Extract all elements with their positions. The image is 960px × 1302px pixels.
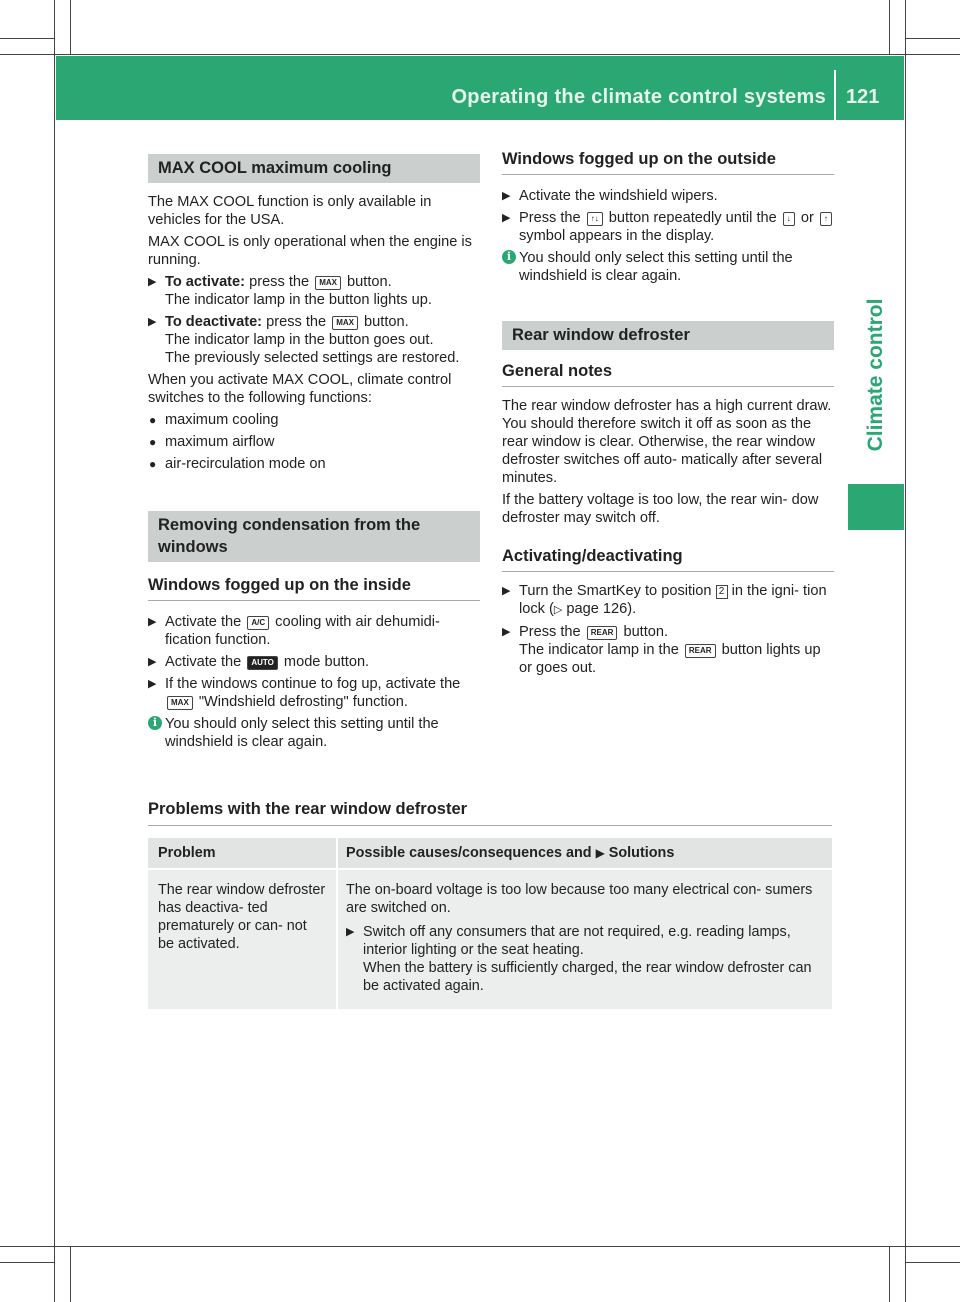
step-text: Turn the SmartKey to position (519, 583, 712, 599)
rear-defrost-icon: REAR (685, 644, 716, 658)
info-icon: i (148, 716, 162, 730)
step-text: Press the (519, 210, 581, 226)
arrow-icon: ▶ (595, 846, 605, 860)
step-deactivate (148, 313, 480, 367)
step-arrow-icon: ▶ (148, 316, 157, 328)
crop-mark (0, 54, 960, 55)
step-text: symbol appears in the display. (519, 228, 715, 244)
step (346, 923, 822, 995)
step-text: button. (347, 274, 392, 290)
crop-mark (0, 38, 54, 39)
info-note (148, 715, 480, 751)
chapter-tab (848, 270, 904, 480)
info-text: You should only select this setting until the windshield is clear again. (165, 716, 439, 750)
left-column (148, 154, 480, 755)
step-text: Press the (519, 624, 581, 640)
page-title: Operating the climate control systems (451, 86, 826, 108)
step-arrow-icon: ▶ (502, 626, 511, 638)
column-header-solutions (336, 838, 832, 868)
max-cool-button-icon: MAX (332, 316, 358, 330)
key-position-icon: 2 (716, 585, 728, 599)
airflow-button-icon: ↑↓ (587, 212, 603, 226)
step (148, 613, 480, 649)
ac-button-icon: A/C (247, 616, 269, 630)
column-header-problem: Problem (158, 845, 216, 861)
step-text: press the (266, 314, 327, 330)
problems-table (148, 838, 832, 1009)
subheading-general-notes: General notes (502, 362, 834, 387)
bullet-icon: ● (149, 435, 157, 449)
page-reference: page 126). (566, 601, 637, 617)
table-header (148, 838, 832, 870)
crop-mark (906, 38, 960, 39)
step-text: "Windshield defrosting" function. (198, 694, 408, 710)
step-text: or (800, 210, 814, 226)
page-ref-arrow-icon: ▷ (553, 604, 563, 616)
step-text: button. (623, 624, 669, 640)
step-activate (148, 273, 480, 309)
step-arrow-icon: ▶ (148, 276, 157, 288)
crop-mark (905, 0, 906, 1302)
crop-mark (54, 0, 55, 1302)
step-arrow-icon: ▶ (502, 212, 511, 224)
chapter-tab-marker (848, 484, 904, 530)
step-text: Activate the (165, 654, 242, 670)
step-arrow-icon: ▶ (148, 616, 157, 628)
table-title: Problems with the rear window defroster (148, 800, 832, 826)
max-cool-button-icon: MAX (315, 276, 341, 290)
list-item (148, 411, 480, 429)
page-number: 121 (846, 86, 880, 108)
paragraph: If the battery voltage is too low, the rear win- dow defroster may switch off. (502, 492, 819, 526)
header-separator (834, 70, 836, 120)
crop-mark (889, 0, 890, 54)
step (148, 653, 480, 671)
step-result: The indicator lamp in the button goes out. (165, 332, 434, 348)
table-row (148, 870, 832, 1009)
step-arrow-icon: ▶ (148, 678, 157, 690)
step-label: To deactivate: (165, 314, 263, 330)
step-label: To activate: (165, 274, 246, 290)
step-text: press the (249, 274, 310, 290)
page-header (56, 56, 904, 120)
info-text: You should only select this setting until the windshield is clear again. (519, 250, 793, 284)
subheading-inside: Windows fogged up on the inside (148, 576, 480, 601)
crop-mark (70, 0, 71, 54)
crop-mark (889, 1247, 890, 1302)
paragraph: When you activate MAX COOL, climate control switches to the following functions: (148, 372, 452, 406)
section-title-rear-defroster: Rear window defroster (502, 321, 834, 350)
list-item-text: maximum cooling (165, 412, 279, 428)
paragraph: The MAX COOL function is only available in vehicles for the USA. (148, 194, 432, 228)
step-arrow-icon: ▶ (148, 656, 157, 668)
rear-defrost-icon: REAR (587, 626, 618, 640)
step-text: mode button. (283, 654, 370, 670)
step (502, 582, 834, 619)
step-text: Switch off any consumers that are not required, e.g. reading lamps, interior lighting or the seat heating. (363, 924, 791, 958)
column-header-text: Possible causes/consequences and (346, 845, 592, 861)
paragraph: MAX COOL is only operational when the engine is running. (148, 234, 472, 268)
crop-mark (70, 1247, 71, 1302)
info-note (502, 249, 834, 285)
crop-mark (906, 1262, 960, 1263)
chapter-tab-label: Climate control (864, 298, 887, 452)
auto-button-icon: AUTO (247, 656, 278, 670)
bullet-icon: ● (149, 413, 157, 427)
step-text: Activate the windshield wipers. (519, 188, 718, 204)
step-text: If the windows continue to fog up, activate the (165, 676, 461, 692)
step (502, 209, 834, 245)
step-text: cooling with air dehumidi- fication function. (165, 614, 440, 648)
info-icon: i (502, 250, 516, 264)
right-column (502, 150, 834, 681)
bullet-icon: ● (149, 457, 157, 471)
crop-mark (0, 1262, 54, 1263)
step-text: button repeatedly until the (608, 210, 777, 226)
list-item-text: air-recirculation mode on (165, 456, 326, 472)
airflow-up-icon: ↑ (820, 212, 832, 226)
step-arrow-icon: ▶ (502, 190, 511, 202)
section-title-condensation: Removing condensation from the windows (148, 511, 480, 562)
step (502, 187, 834, 205)
table-cell-problem: The rear window defroster has deactiva- ted prematurely or can- not be activated. (158, 882, 326, 952)
step-arrow-icon: ▶ (346, 926, 355, 938)
table-cell-solution (336, 870, 832, 1009)
list-item-text: maximum airflow (165, 434, 275, 450)
column-header-text: Solutions (608, 845, 675, 861)
step-result: The indicator lamp in the (519, 642, 679, 658)
step (148, 675, 480, 711)
step-result: button lights up or goes out. (519, 642, 821, 676)
section-title-max-cool: MAX COOL maximum cooling (148, 154, 480, 183)
windshield-defrost-icon: MAX (167, 696, 193, 710)
airflow-down-icon: ↓ (783, 212, 795, 226)
subheading-outside: Windows fogged up on the outside (502, 150, 834, 175)
step-result: When the battery is sufficiently charged, the rear window defroster can be activated again. (363, 960, 812, 994)
step-text: Activate the (165, 614, 242, 630)
list-item (148, 455, 480, 473)
cause-text: The on-board voltage is too low because too many electrical con- sumers are switched on. (346, 882, 813, 916)
crop-mark (0, 1246, 960, 1247)
paragraph: The rear window defroster has a high current draw. You should therefore switch it off as soon as the rear window is clear. Otherwise, the rear window defroster switches off auto- matically after several minutes. (502, 398, 832, 486)
list-item (148, 433, 480, 451)
step-result: The indicator lamp in the button lights up. (165, 292, 432, 308)
step-arrow-icon: ▶ (502, 585, 511, 597)
step-result: The previously selected settings are restored. (165, 350, 460, 366)
step (502, 623, 834, 677)
step-text: button. (364, 314, 409, 330)
subheading-activating: Activating/deactivating (502, 547, 834, 572)
step-text: in the igni- tion lock ( (519, 583, 827, 617)
